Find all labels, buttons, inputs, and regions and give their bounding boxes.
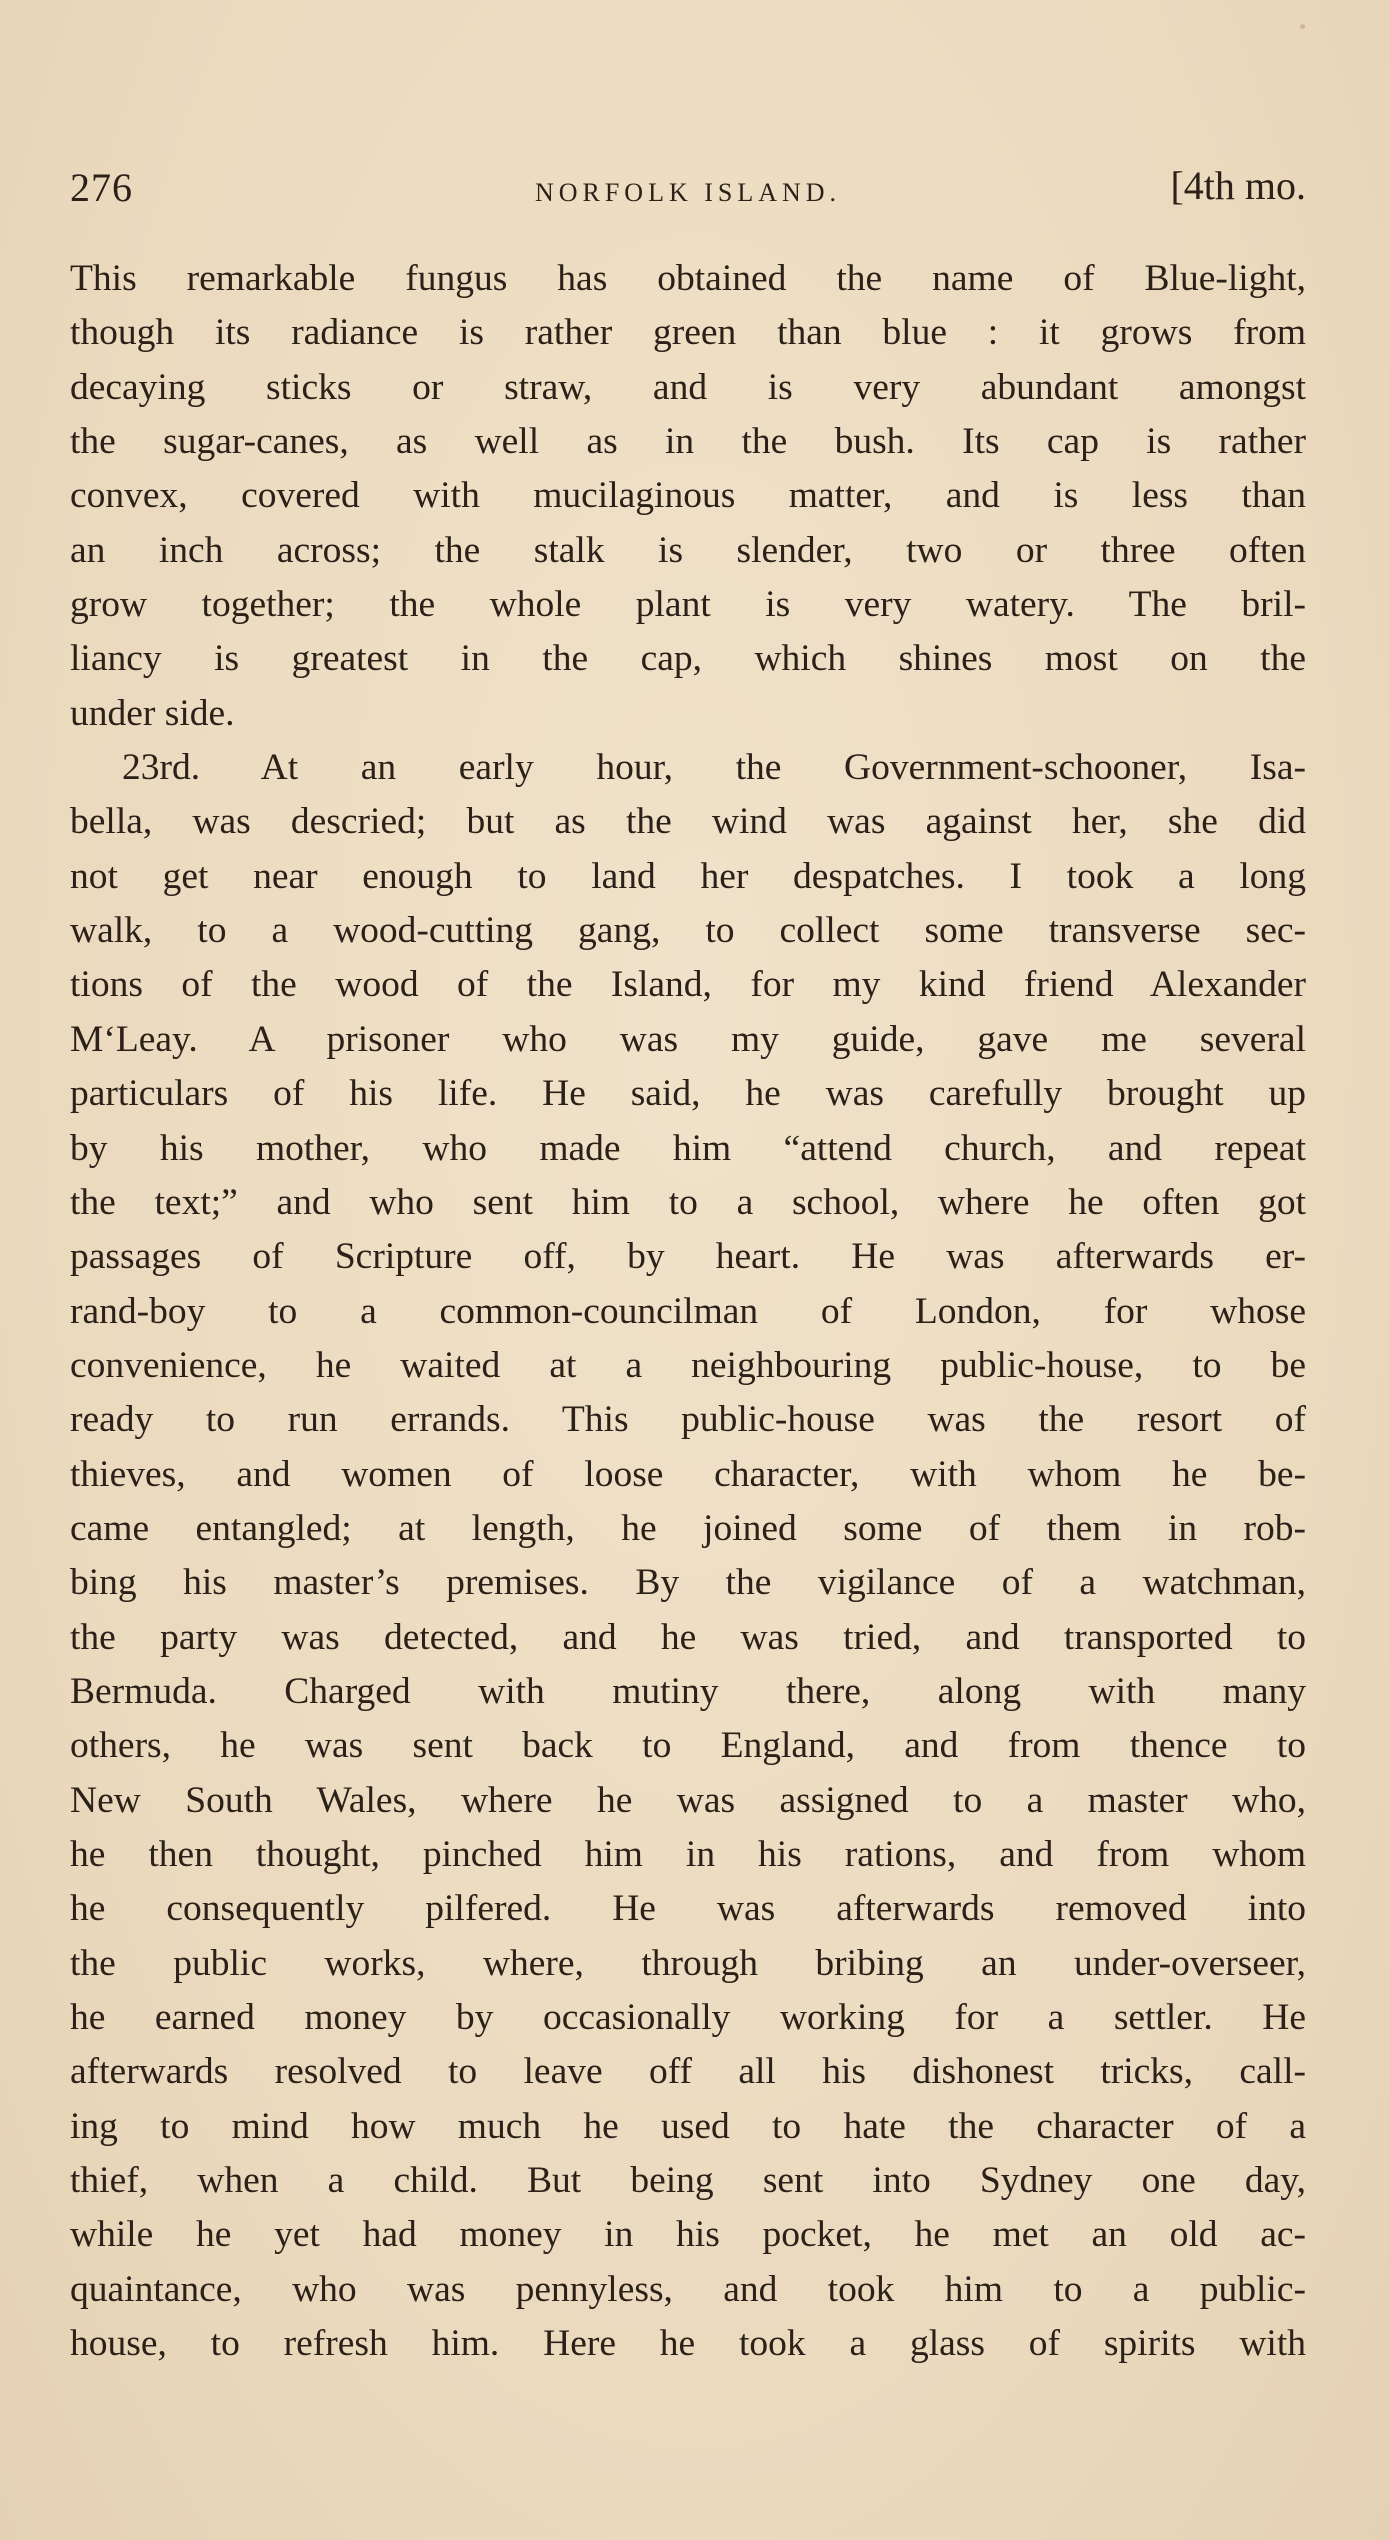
text-line: afterwards resolved to leave off all his dishonest tricks, call- [70,2051,1306,2093]
text-line: came entangled; at length, he joined some of them in rob- [70,1507,1306,1549]
text-line: convenience, he waited at a neighbouring public-house, to be [70,1344,1306,1386]
date-marker: [4th mo. [1170,163,1306,208]
text-line: 23rd. At an early hour, the Government-schooner, Isa- [122,747,1306,789]
text-line: not get near enough to land her despatches. I took a long [70,855,1306,897]
text-line: the public works, where, through bribing an under-overseer, [70,1942,1306,1984]
text-line: liancy is greatest in the cap, which shines most on the [70,638,1306,680]
text-line: he earned money by occasionally working for a settler. He [70,1997,1306,2038]
text-line: others, he was sent back to England, and from thence to [70,1725,1306,1767]
running-head [70,160,1306,220]
text-line: ing to mind how much he used to hate the character of a [70,2105,1306,2147]
text-line: he then thought, pinched him in his rations, and from whom [70,1833,1306,1875]
text-line: thief, when a child. But being sent into Sydney one day, [70,2160,1306,2202]
text-line: New South Wales, where he was assigned to a master who, [70,1779,1306,1821]
text-line: bella, was descried; but as the wind was against her, she did [70,801,1306,843]
text-line: bing his master’s premises. By the vigilance of a watchman, [70,1562,1306,1604]
text-line: Bermuda. Charged with mutiny there, along with many [70,1670,1306,1712]
text-line: convex, covered with mucilaginous matter, and is less than [70,475,1306,517]
text-line: grow together; the whole plant is very watery. The bril- [70,584,1306,626]
text-line: while he yet had money in his pocket, he met an old ac- [70,2214,1306,2256]
text-line: the party was detected, and he was tried, and transported to [70,1616,1306,1658]
text-line: passages of Scripture off, by heart. He was afterwards er- [70,1236,1306,1278]
text-line: thieves, and women of loose character, with whom he be- [70,1453,1306,1495]
page-number: 276 [70,165,133,210]
text-line: particulars of his life. He said, he was carefully brought up [70,1073,1306,1115]
text-line: walk, to a wood-cutting gang, to collect some transverse sec- [70,910,1306,952]
paper-speck [1300,24,1305,29]
text-line: though its radiance is rather green than blue : it grows from [70,312,1306,354]
text-line: quaintance, who was pennyless, and took him to a public- [70,2268,1306,2310]
text-line: tions of the wood of the Island, for my kind friend Alexander [70,964,1306,1006]
body-text [70,252,1306,2371]
text-line: the text;” and who sent him to a school, where he often got [70,1181,1306,1223]
text-line: rand-boy to a common-councilman of London, for whose [70,1290,1306,1332]
text-line: house, to refresh him. Here he took a glass of spirits with [70,2323,1306,2365]
text-line: under side. [70,692,235,734]
text-line: by his mother, who made him “attend church, and repeat [70,1127,1306,1169]
text-line: the sugar-canes, as well as in the bush. Its cap is rather [70,421,1306,463]
text-line: M‘Leay. A prisoner who was my guide, gave me several [70,1018,1306,1060]
text-line: he consequently pilfered. He was afterwards removed into [70,1888,1306,1930]
running-title: NORFOLK ISLAND. [534,178,842,207]
text-line: This remarkable fungus has obtained the name of Blue-light, [70,258,1306,299]
text-line: an inch across; the stalk is slender, two or three often [70,529,1306,571]
text-line: decaying sticks or straw, and is very abundant amongst [70,366,1306,408]
text-line: ready to run errands. This public-house was the resort of [70,1399,1306,1441]
